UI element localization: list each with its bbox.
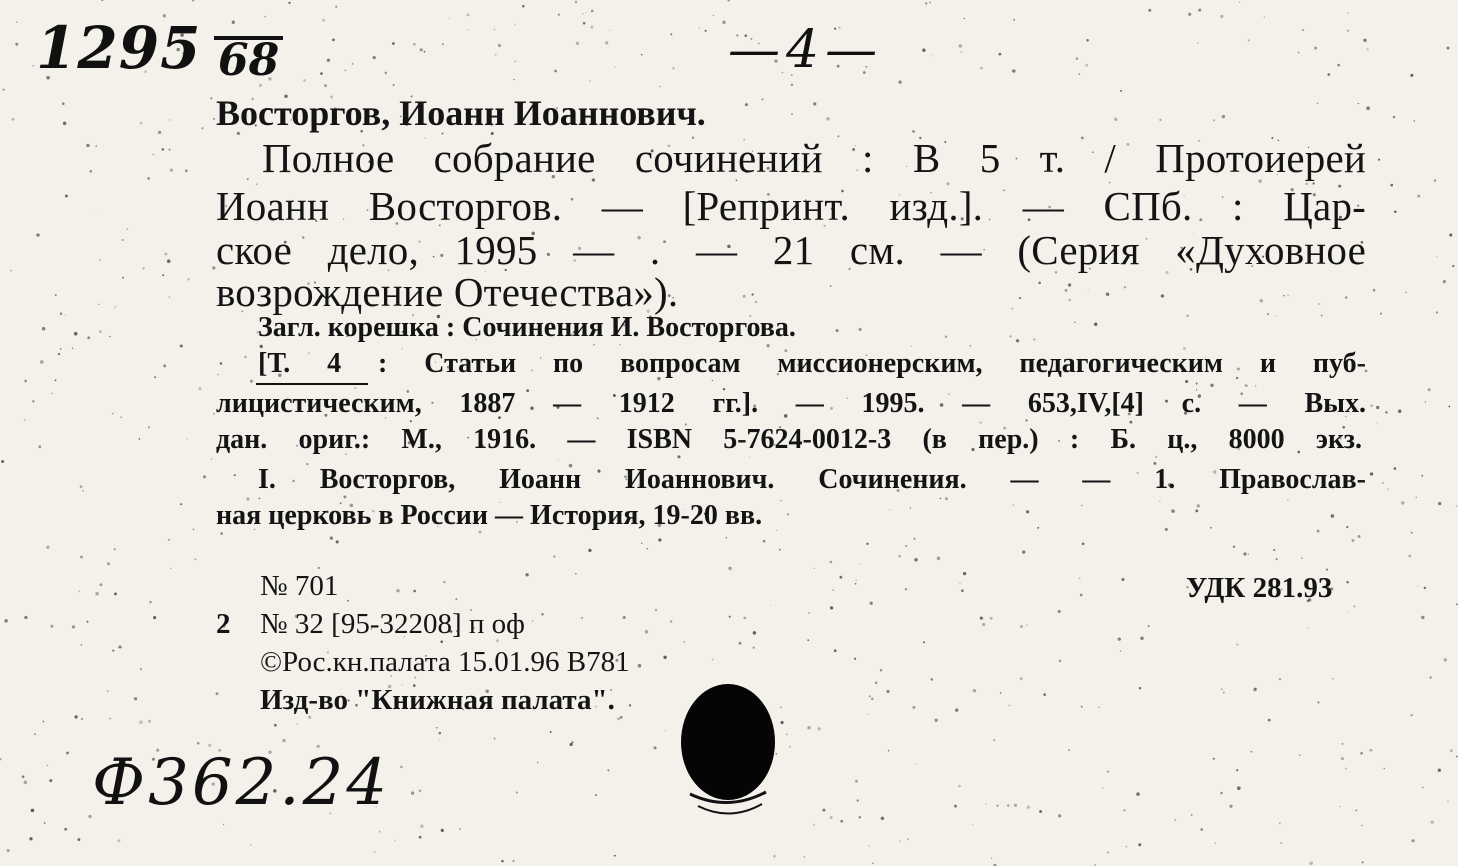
title-line: ское дело, 1995 — . — 21 см. — (Серия «Духовное bbox=[216, 227, 1366, 273]
handwritten-number: 1295 bbox=[36, 14, 202, 82]
punch-hole bbox=[672, 676, 792, 826]
title-line: Полное собрание сочинений : В 5 т. / Протоиерей bbox=[262, 135, 1366, 181]
subject-line: ная церковь в России — История, 19-20 вв. bbox=[216, 500, 763, 531]
record-number-2: № 32 [95-32208] п оф bbox=[260, 608, 525, 640]
title-line: Иоанн Восторгов. — [Репринт. изд.]. — СПб. : Цар- bbox=[216, 183, 1366, 229]
subject-line: I. Восторгов, Иоанн Иоаннович. Сочинения. — — 1. Православ- bbox=[258, 464, 1366, 495]
author-heading: Восторгов, Иоанн Иоаннович. bbox=[216, 93, 706, 133]
volume-line: лицистическим, 1887 — 1912 гг.]. — 1995. — 653,IV,[4] с. — Вых. bbox=[216, 388, 1366, 419]
volume-underline bbox=[256, 383, 368, 385]
publisher-line: Изд-во "Книжная палата". bbox=[260, 684, 615, 716]
copyright-line: ©Рос.кн.палата 15.01.96 В781 bbox=[260, 646, 630, 678]
spine-title: Загл. корешка : Сочинения И. Восторгова. bbox=[258, 312, 796, 343]
left-mark: 2 bbox=[216, 608, 231, 640]
volume-line: [Т. 4 : Статьи по вопросам миссионерским, педагогическим и пуб- bbox=[258, 348, 1366, 379]
handwritten-dash-mark: —4— bbox=[728, 20, 884, 80]
record-number: № 701 bbox=[260, 570, 339, 602]
volume-line: дан. ориг.: М., 1916. — ISBN 5-7624-0012-3 (в пер.) : Б. ц., 8000 экз. bbox=[216, 424, 1362, 455]
title-line: возрождение Отечества»). bbox=[216, 269, 679, 315]
handwritten-shelf-mark: Ф362.24 bbox=[92, 746, 391, 820]
handwritten-fraction: 68 bbox=[214, 36, 283, 82]
udk-code: УДК 281.93 bbox=[1186, 572, 1333, 604]
